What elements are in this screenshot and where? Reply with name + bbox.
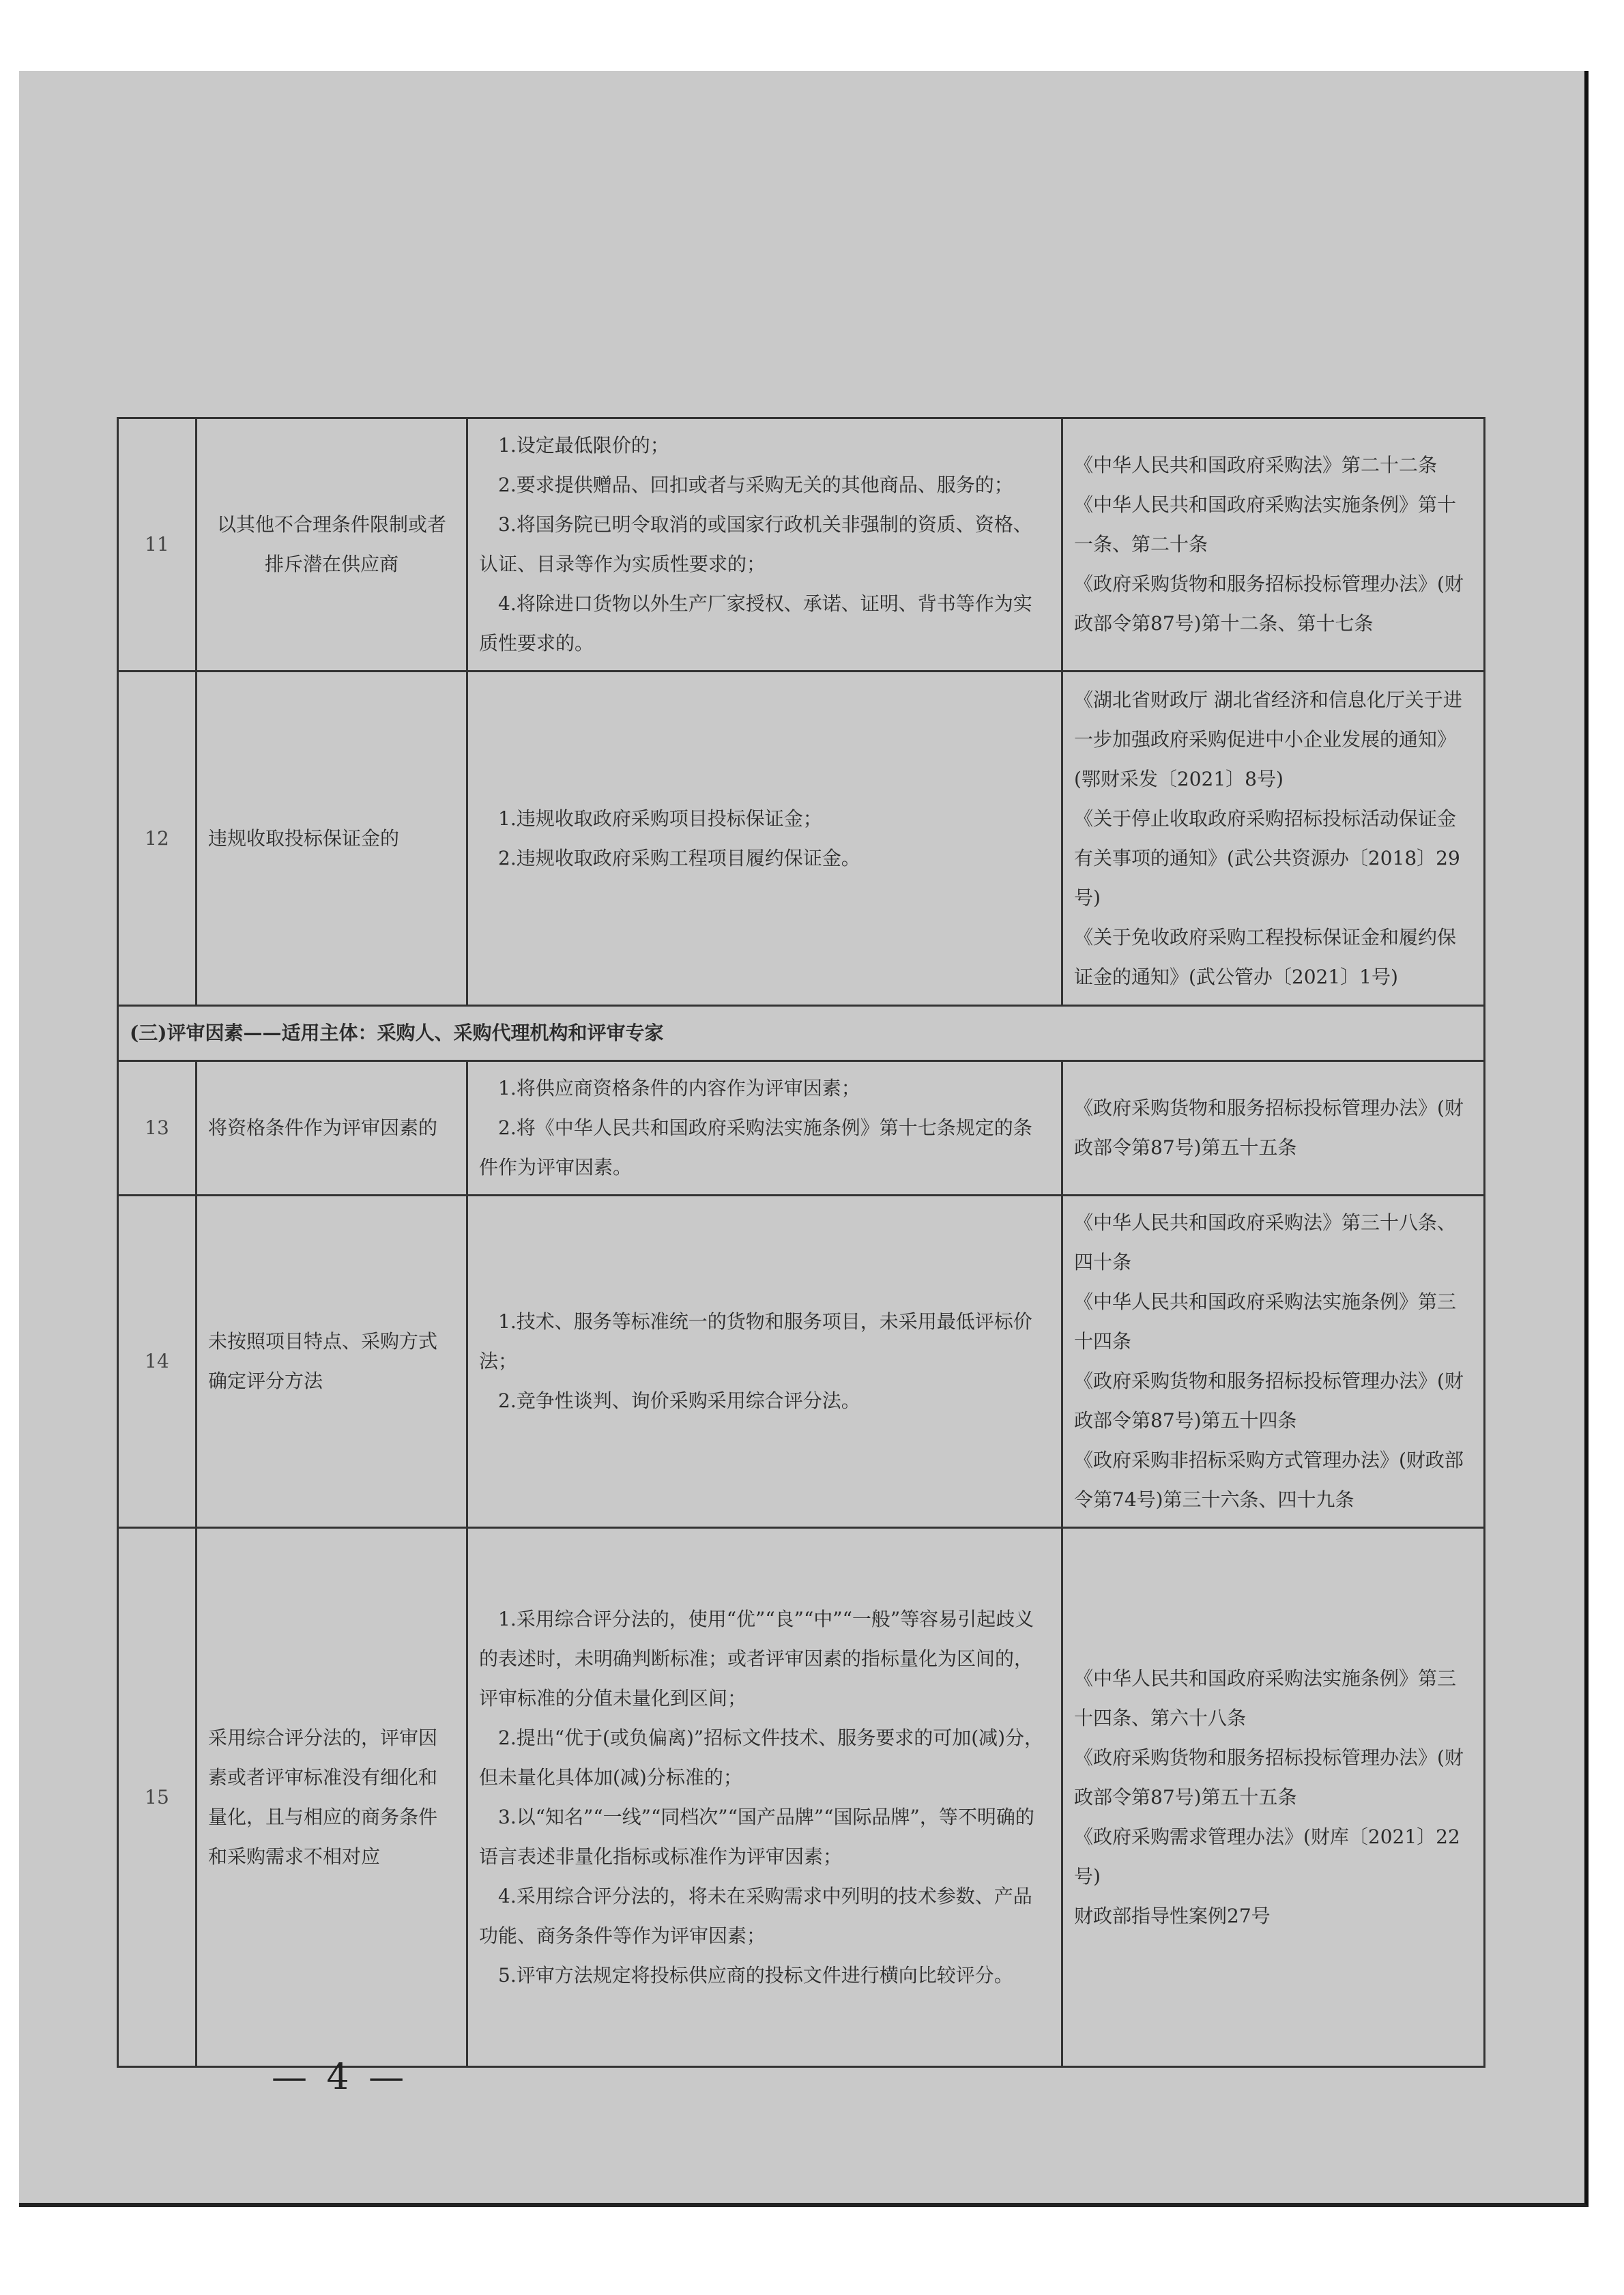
basis-line: 《湖北省财政厅 湖北省经济和信息化厅关于进一步加强政府采购促进中小企业发展的通知》(鄂财采发〔2021〕8号): [1074, 688, 1462, 790]
table-row: [118, 1061, 1485, 1196]
basis-line: 《中华人民共和国政府采购法》第二十二条: [1074, 454, 1438, 476]
basis-line: 《政府采购货物和服务招标投标管理办法》(财政部令第87号)第十二条、第十七条: [1074, 573, 1464, 635]
row-item: 以其他不合理条件限制或者排斥潜在供应商: [197, 418, 467, 672]
basis-line: 《关于停止收取政府采购招标投标活动保证金有关事项的通知》(武公共资源办〔2018〕29号): [1074, 807, 1460, 909]
row-basis: [1062, 418, 1485, 672]
content-line: 1.将供应商资格条件的内容作为评审因素；: [498, 1077, 860, 1099]
table-row: [118, 1528, 1485, 2067]
content-line: 1.违规收取政府采购项目投标保证金；: [498, 807, 822, 830]
basis-line: 《中华人民共和国政府采购法实施条例》第三十四条: [1074, 1290, 1457, 1353]
content-line: 4.将除进口货物以外生产厂家授权、承诺、证明、背书等作为实质性要求的。: [479, 592, 1032, 654]
row-number: 13: [118, 1061, 197, 1196]
row-number: 12: [118, 672, 197, 1006]
row-basis: [1062, 1196, 1485, 1528]
content-line: 2.违规收取政府采购工程项目履约保证金。: [498, 846, 860, 869]
row-content: [467, 1196, 1062, 1528]
row-item: 违规收取投标保证金的: [197, 672, 467, 1006]
row-content: [467, 418, 1062, 672]
basis-line: 《政府采购货物和服务招标投标管理办法》(财政部令第87号)第五十五条: [1074, 1097, 1464, 1159]
content-line: 2.竞争性谈判、询价采购采用综合评分法。: [498, 1389, 860, 1412]
row-item: 将资格条件作为评审因素的: [197, 1061, 467, 1196]
scanned-page: [19, 71, 1589, 2207]
content-line: 2.将《中华人民共和国政府采购法实施条例》第十七条规定的条件作为评审因素。: [479, 1116, 1032, 1179]
row-content: [467, 1061, 1062, 1196]
basis-line: 《中华人民共和国政府采购法》第三十八条、四十条: [1074, 1211, 1457, 1273]
content-line: 2.要求提供赠品、回扣或者与采购无关的其他商品、服务的；: [498, 474, 1013, 496]
row-basis: [1062, 1061, 1485, 1196]
basis-line: 《政府采购货物和服务招标投标管理办法》(财政部令第87号)第五十五条: [1074, 1746, 1464, 1808]
row-number: 14: [118, 1196, 197, 1528]
row-number: 11: [118, 418, 197, 672]
content-line: 1.技术、服务等标准统一的货物和服务项目，未采用最低评标价法；: [479, 1310, 1032, 1372]
content-line: 5.评审方法规定将投标供应商的投标文件进行横向比较评分。: [498, 1963, 1013, 1987]
basis-line: 《政府采购货物和服务招标投标管理办法》(财政部令第87号)第五十四条: [1074, 1370, 1464, 1432]
basis-line: 《关于免收政府采购工程投标保证金和履约保证金的通知》(武公管办〔2021〕1号): [1074, 925, 1457, 988]
table-row: [118, 1196, 1485, 1528]
basis-line: 《中华人民共和国政府采购法实施条例》第十一条、第二十条: [1074, 493, 1457, 555]
row-content: [467, 1528, 1062, 2067]
content-line: 1.采用综合评分法的，使用“优”“良”“中”“一般”等容易引起歧义的表述时，未明确判断标准；或者评审因素的指标量化为区间的，评审标准的分值未量化到区间；: [479, 1607, 1034, 1709]
basis-line: 《中华人民共和国政府采购法实施条例》第三十四条、第六十八条: [1074, 1666, 1457, 1729]
basis-line: 《政府采购非招标采购方式管理办法》(财政部令第74号)第三十六条、四十九条: [1074, 1449, 1464, 1511]
table-row: [118, 418, 1485, 672]
table-row: [118, 672, 1485, 1006]
page-number: — 4 —: [272, 2057, 409, 2098]
row-number: 15: [118, 1528, 197, 2067]
basis-line: 财政部指导性案例27号: [1074, 1904, 1271, 1927]
section-heading: (三)评审因素——适用主体：采购人、采购代理机构和评审专家: [118, 1006, 1485, 1061]
row-content: [467, 672, 1062, 1006]
content-line: 2.提出“优于(或负偏离)”招标文件技术、服务要求的可加(减)分，但未量化具体加(减)分标准的；: [479, 1726, 1044, 1789]
section-row: [118, 1006, 1485, 1061]
row-item: 采用综合评分法的，评审因素或者评审标准没有细化和量化，且与相应的商务条件和采购需求不相对应: [197, 1528, 467, 2067]
row-item: 未按照项目特点、采购方式确定评分方法: [197, 1196, 467, 1528]
rules-table: [117, 417, 1485, 2068]
row-basis: [1062, 672, 1485, 1006]
content-line: 4.采用综合评分法的，将未在采购需求中列明的技术参数、产品功能、商务条件等作为评审因素；: [479, 1884, 1032, 1947]
row-basis: [1062, 1528, 1485, 2067]
content-line: 1.设定最低限价的；: [498, 434, 669, 457]
content-line: 3.以“知名”“一线”“同档次”“国产品牌”“国际品牌”，等不明确的语言表述非量化指标或标准作为评审因素；: [479, 1805, 1034, 1868]
basis-line: 《政府采购需求管理办法》(财库〔2021〕22号): [1074, 1825, 1460, 1888]
content-line: 3.将国务院已明令取消的或国家行政机关非强制的资质、资格、认证、目录等作为实质性要求的；: [479, 513, 1032, 575]
